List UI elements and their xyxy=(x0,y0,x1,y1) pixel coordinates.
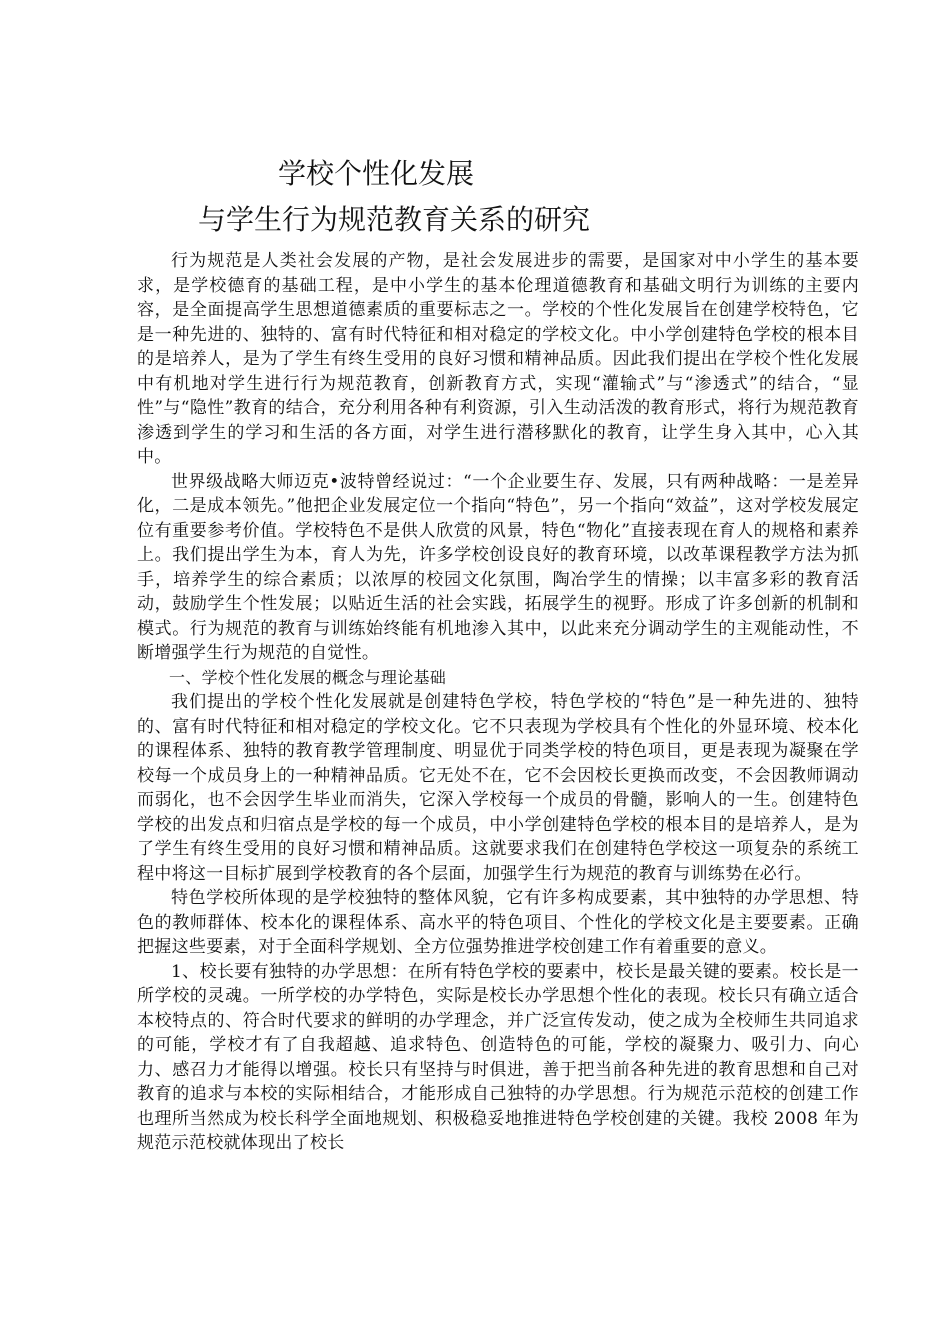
document-title-line-1: 学校个性化发展 xyxy=(278,157,475,190)
intro-paragraph-1: 行为规范是人类社会发展的产物，是社会发展进步的需要，是国家对中小学生的基本要求，是学校德育的基础工程，是中小学生的基本伦理道德教育和基础文明行为训练的主要内容，是全面提高学生思想道德素质的重要标志之一。学校的个性化发展旨在创建学校特色，它是一种先进的、独特的、富有时代特征和相对稳定的学校文化。中小学创建特色学校的根本目的是培养人，是为了学生有终生受用的良好习惯和精神品质。因此我们提出在学校个性化发展中有机地对学生进行行为规范教育，创新教育方式，实现“灌输式”与“渗透式”的结合，“显性”与“隐性”教育的结合，充分利用各种有利资源，引入生动活泼的教育形式，将行为规范教育渗透到学生的学习和生活的各方面，对学生进行潜移默化的教育，让学生身入其中，心入其中。 xyxy=(137,251,859,467)
section-heading: 一、学校个性化发展的概念与理论基础 xyxy=(169,667,447,687)
section-paragraph-2: 特色学校所体现的是学校独特的整体风貌，它有许多构成要素，其中独特的办学思想、特色的教师群体、校本化的课程体系、高水平的特色项目、个性化的学校文化是主要要素。正确把握这些要素，对于全面科学规划、全方位强势推进学校创建工作有着重要的意义。 xyxy=(137,888,859,957)
section-paragraph-3: 1、校长要有独特的办学思想：在所有特色学校的要素中，校长是最关键的要素。校长是一所学校的灵魂。一所学校的办学特色，实际是校长办学思想个性化的表现。校长只有确立适合本校特点的、符合时代要求的鲜明的办学理念，并广泛宣传发动，使之成为全校师生共同追求的可能，学校才有了自我超越、追求特色、创造特色的可能，学校的凝聚力、吸引力、向心力、感召力才能得以增强。校长只有坚持与时俱进，善于把当前各种先进的教育思想和自己对教育的追求与本校的实际相结合，才能形成自己独特的办学思想。行为规范示范校的创建工作也理所当然成为校长科学全面地规划、积极稳妥地推进特色学校创建的关键。我校 2008 年为规范示范校就体现出了校长 xyxy=(137,961,859,1153)
document-title-line-2: 与学生行为规范教育关系的研究 xyxy=(198,203,591,236)
section-paragraph-1: 我们提出的学校个性化发展就是创建特色学校，特色学校的“特色”是一种先进的、独特的、富有时代特征和相对稳定的学校文化。它不只表现为学校具有个性化的外显环境、校本化的课程体系、独特的教育教学管理制度、明显优于同类学校的特色项目，更是表现为凝聚在学校每一个成员身上的一种精神品质。它无处不在，它不会因校长更换而改变，不会因教师调动而弱化，也不会因学生毕业而消失，它深入学校每一个成员的骨髓，影响人的一生。创建特色学校的出发点和归宿点是学校的每一个成员，中小学创建特色学校的根本目的是培养人，是为了学生有终生受用的良好习惯和精神品质。这就要求我们在创建特色学校这一项复杂的系统工程中将这一目标扩展到学校教育的各个层面，加强学生行为规范的教育与训练势在必行。 xyxy=(137,692,859,884)
intro-paragraph-2: 世界级战略大师迈克•波特曾经说过：“一个企业要生存、发展，只有两种战略：一是差异化，二是成本领先。”他把企业发展定位一个指向“特色”，另一个指向“效益”，这对学校发展定位有重要参考价值。学校特色不是供人欣赏的风景，特色“物化”直接表现在育人的规格和素养上。我们提出学生为本，育人为先，许多学校创设良好的教育环境，以改革课程教学方法为抓手，培养学生的综合素质；以浓厚的校园文化氛围，陶冶学生的情操；以丰富多彩的教育活动，鼓励学生个性发展；以贴近生活的社会实践，拓展学生的视野。形成了许多创新的机制和模式。行为规范的教育与训练始终能有机地渗入其中，以此来充分调动学生的主观能动性，不断增强学生行为规范的自觉性。 xyxy=(137,471,859,663)
document-body xyxy=(137,249,859,1156)
